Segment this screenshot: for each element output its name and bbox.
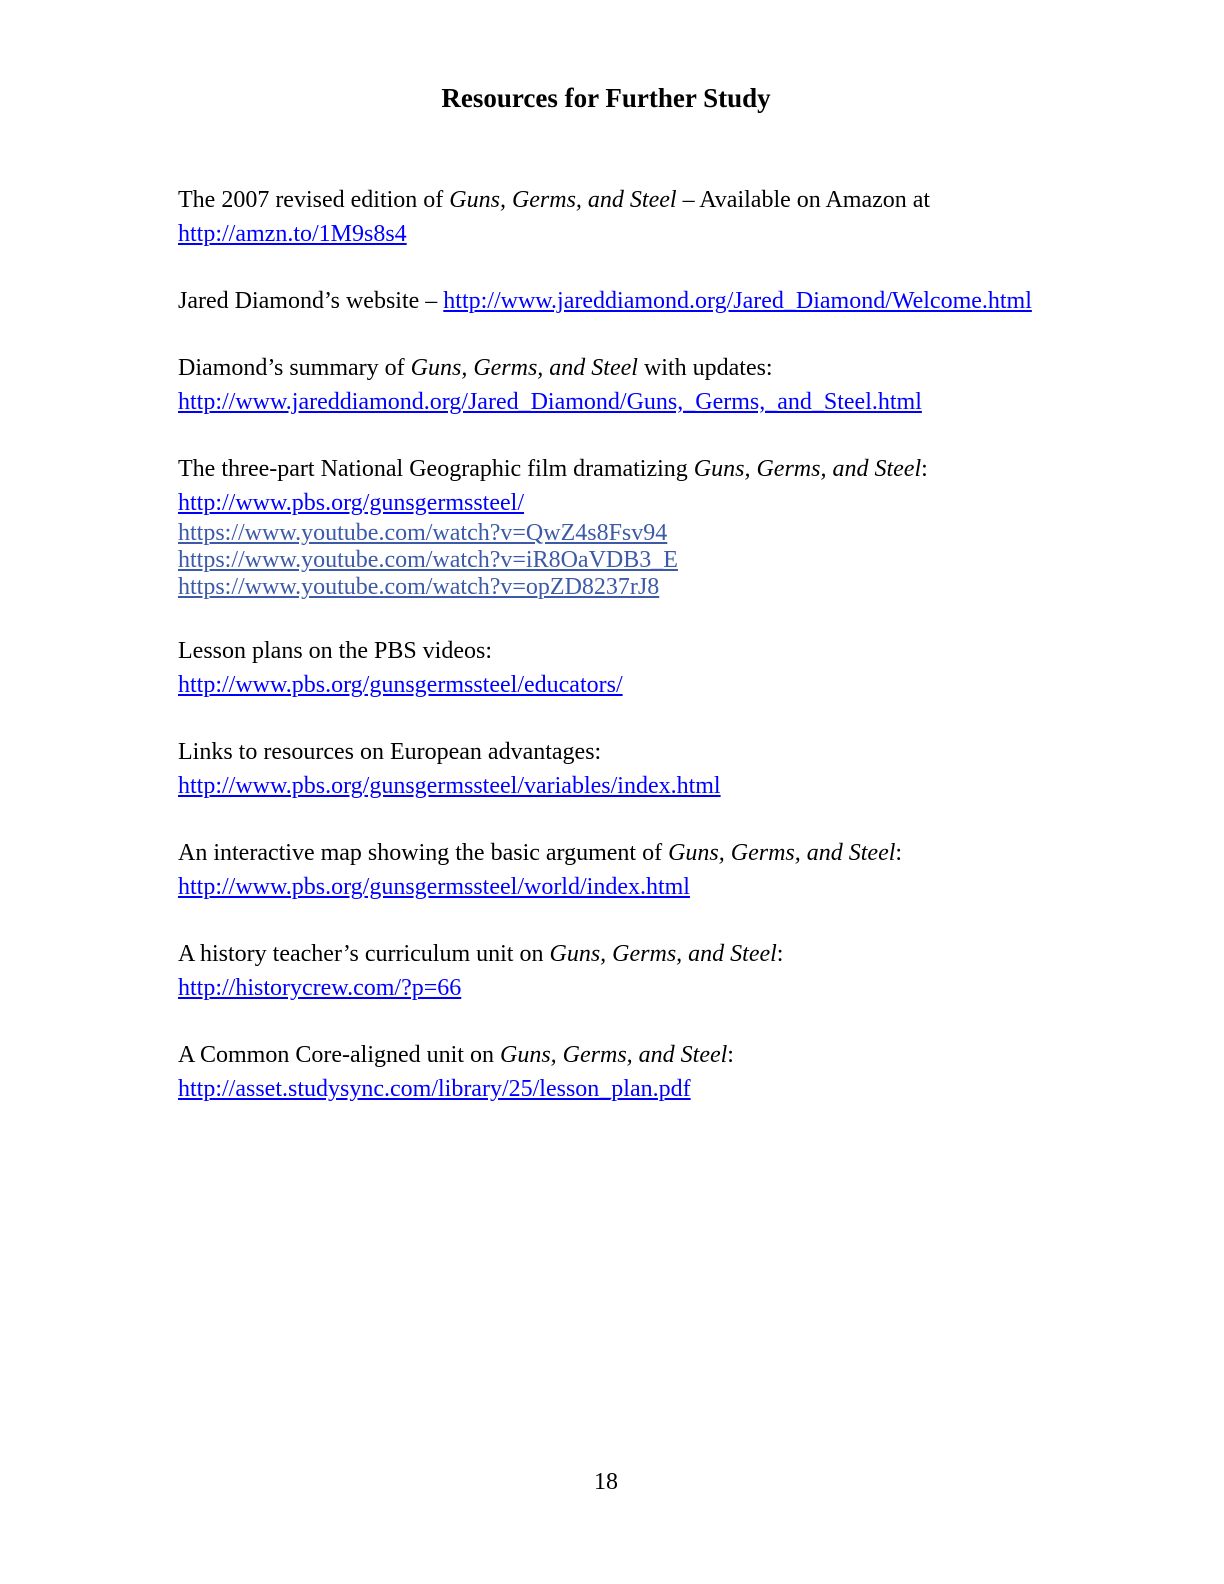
description-text: Diamond’s summary of (178, 355, 411, 381)
pbs-film-link[interactable]: http://www.pbs.org/gunsgermssteel/ (178, 490, 524, 516)
youtube-link-part-3[interactable]: https://www.youtube.com/watch?v=opZD8237rJ8 (178, 574, 660, 600)
resource-description (178, 937, 1078, 971)
lesson-plans-link[interactable]: http://www.pbs.org/gunsgermssteel/educators/ (178, 672, 623, 698)
description-text: : (727, 1042, 734, 1068)
interactive-map-link[interactable]: http://www.pbs.org/gunsgermssteel/world/index.html (178, 874, 690, 900)
book-title: Guns, Germs, and Steel (499, 1042, 728, 1068)
book-title: Guns, Germs, and Steel (693, 456, 922, 482)
curriculum-unit-link[interactable]: http://historycrew.com/?p=66 (178, 975, 462, 1001)
resource-common-core (178, 1038, 1078, 1106)
description-text: with updates: (637, 355, 773, 381)
resource-lesson-plans (178, 634, 1078, 702)
resource-description (178, 836, 1078, 870)
description-text: – Available on Amazon at (676, 187, 931, 213)
resource-interactive-map (178, 836, 1078, 904)
description-text: A history teacher’s curriculum unit on (178, 941, 550, 967)
book-title: Guns, Germs, and Steel (449, 187, 677, 213)
youtube-link-part-2[interactable]: https://www.youtube.com/watch?v=iR8OaVDB3_E (178, 547, 678, 573)
resource-description (178, 452, 1078, 486)
resource-description: Links to resources on European advantages: (178, 739, 602, 765)
description-text: : (921, 456, 928, 482)
resource-description (178, 1038, 1078, 1072)
description-text: An interactive map showing the basic argument of (178, 840, 669, 866)
resource-film (178, 452, 1078, 601)
resource-description (178, 284, 1078, 318)
page-number: 18 (594, 1469, 618, 1495)
resource-description: Lesson plans on the PBS videos: (178, 638, 493, 664)
youtube-link-part-1[interactable]: https://www.youtube.com/watch?v=QwZ4s8Fsv94 (178, 520, 668, 546)
amazon-link[interactable]: http://amzn.to/1M9s8s4 (178, 221, 407, 247)
book-title: Guns, Germs, and Steel (668, 840, 896, 866)
european-advantages-link[interactable]: http://www.pbs.org/gunsgermssteel/variables/index.html (178, 773, 721, 799)
description-text: : (895, 840, 903, 866)
description-text: The three-part National Geographic film dramatizing (178, 456, 694, 482)
resource-summary (178, 351, 1078, 419)
description-text: Jared Diamond’s website – (178, 288, 444, 314)
book-title: Guns, Germs, and Steel (410, 355, 638, 381)
resource-curriculum-unit (178, 937, 1078, 1005)
description-text: : (776, 941, 784, 967)
resource-description (178, 351, 1078, 385)
summary-link[interactable]: http://www.jareddiamond.org/Jared_Diamond/Guns,_Germs,_and_Steel.html (178, 389, 922, 415)
resource-european-advantages (178, 735, 1078, 803)
resource-website (178, 284, 1078, 318)
book-title: Guns, Germs, and Steel (549, 941, 777, 967)
resource-description (178, 183, 1078, 217)
page-title: Resources for Further Study (441, 83, 771, 113)
resource-list (178, 183, 1078, 1139)
description-text: A Common Core-aligned unit on (178, 1042, 500, 1068)
resource-revised-edition (178, 183, 1078, 251)
jared-diamond-website-link[interactable]: http://www.jareddiamond.org/Jared_Diamond/Welcome.html (443, 288, 1032, 314)
common-core-unit-link[interactable]: http://asset.studysync.com/library/25/lesson_plan.pdf (178, 1076, 691, 1102)
description-text: The 2007 revised edition of (178, 187, 450, 213)
